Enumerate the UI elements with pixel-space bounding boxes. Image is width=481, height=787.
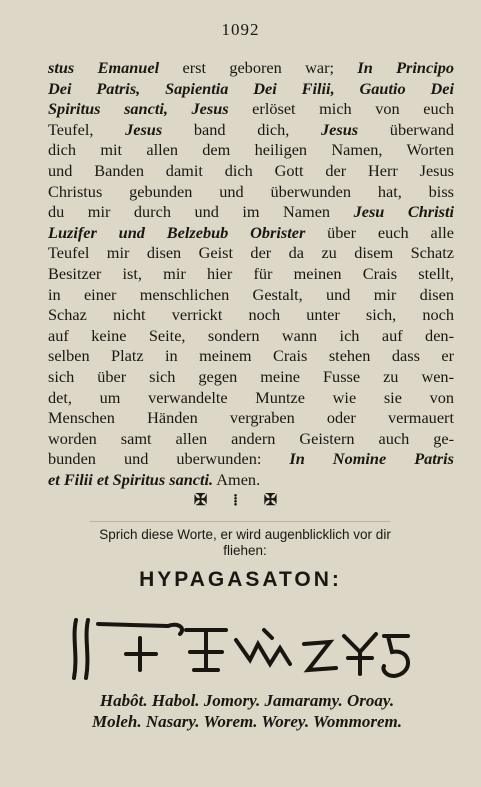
sign-double-stroke [74,620,88,678]
text-line [48,305,454,326]
text-segment: und Banden damit dich Gott der Herr Jesus [48,160,454,180]
text-line [48,140,454,161]
sign-hook [383,636,408,676]
text-line [48,202,454,223]
text-line [48,161,454,182]
text-line [48,429,454,450]
text-segment: det, um verwandelte Muntze wie sie von [48,387,454,407]
italic-latin-phrase: Dei Patris, Sapientia Dei Filii, Gautio Dei [48,78,454,98]
instruction-text [40,527,450,559]
page-number: 1092 [221,20,260,39]
text-segment: auf keine Seite, sondern wann ich auf den- [48,325,454,345]
italic-latin-phrase: et Filii et Spiritus sancti. [48,469,214,489]
text-segment: Schaz nicht verrickt noch unter sich, noch [48,305,454,325]
text-line [48,79,454,100]
text-line [48,182,454,203]
text-segment: erst geboren war; [159,58,358,77]
text-line [48,120,454,141]
text-line [48,223,454,244]
italic-latin-phrase: Spiritus sancti, Jesus [48,99,229,119]
text-segment: sich über sich gegen meine Fusse zu wen- [48,366,454,386]
text-segment: selben Platz in meinem Crais stehen dass er [48,346,454,366]
names-line-1: Habôt. Habol. Jomory. Jamaramy. Oroay. [99,691,395,710]
text-segment: dich mit allen dem heiligen Namen, Worten [48,140,454,160]
text-line [48,408,454,429]
incantation-text [48,58,454,490]
text-line [48,326,454,347]
text-segment: erlöset mich von euch [228,99,454,119]
sign-cross-1 [126,638,156,670]
text-segment: Teufel, [48,119,126,139]
text-line [48,58,454,79]
text-line [48,367,454,388]
spirit-names [32,690,462,732]
italic-latin-phrase: stus Emanuel [48,58,160,77]
sign-top-bar [98,624,182,634]
cross-symbols: ✠ ⁞ ✠ [193,490,288,509]
italic-latin-phrase: In Nomine Patris [289,449,454,469]
text-line [48,99,454,120]
text-segment: überwand [358,119,454,139]
instruction-line-1: Sprich diese Worte, er wird augenblicklich vor dir [99,527,391,542]
divider-rule [90,521,390,522]
italic-latin-phrase: Jesu Christi [353,202,454,222]
text-line [48,388,454,409]
text-segment: Teufel mir disen Geist der da zu disem Schatz [48,243,454,263]
text-segment: du mir durch und im Namen [48,202,354,222]
sign-y [344,634,376,674]
text-line [48,264,454,285]
text-segment: Christus gebunden und überwunden hat, biss [48,181,454,201]
magic-word-heading: HYPAGASATON: [139,568,342,591]
text-segment: Amen. [213,469,261,489]
text-segment: in einer menschlichen Gestalt, und mir disen [48,284,454,304]
sign-zigzag [236,630,290,664]
text-line [48,346,454,367]
text-segment: über euch alle [305,222,454,242]
text-line [48,470,454,491]
text-line [48,449,454,470]
text-segment: band dich, [162,119,322,139]
sign-z [304,642,336,670]
italic-latin-phrase: Jesus [321,119,359,139]
text-segment: bunden und uberwunden: [48,449,290,469]
text-line [48,285,454,306]
text-segment: Besitzer ist, mir hier für meinen Crais stellt, [48,263,454,283]
sign-cross-2 [186,630,226,670]
italic-latin-phrase: In Principo [357,58,454,77]
names-line-2: Moleh. Nasary. Worem. Worey. Wommorem. [92,712,402,731]
text-line [48,243,454,264]
italic-latin-phrase: Luzifer und Belzebub Obrister [48,222,306,242]
text-segment: worden samt allen andern Geistern auch ge- [48,428,454,448]
text-segment: Menschen Händen vergraben oder vermauert [48,408,454,428]
magic-signs-illustration [68,608,418,688]
instruction-line-2: fliehen: [223,543,267,558]
italic-latin-phrase: Jesus [125,119,163,139]
